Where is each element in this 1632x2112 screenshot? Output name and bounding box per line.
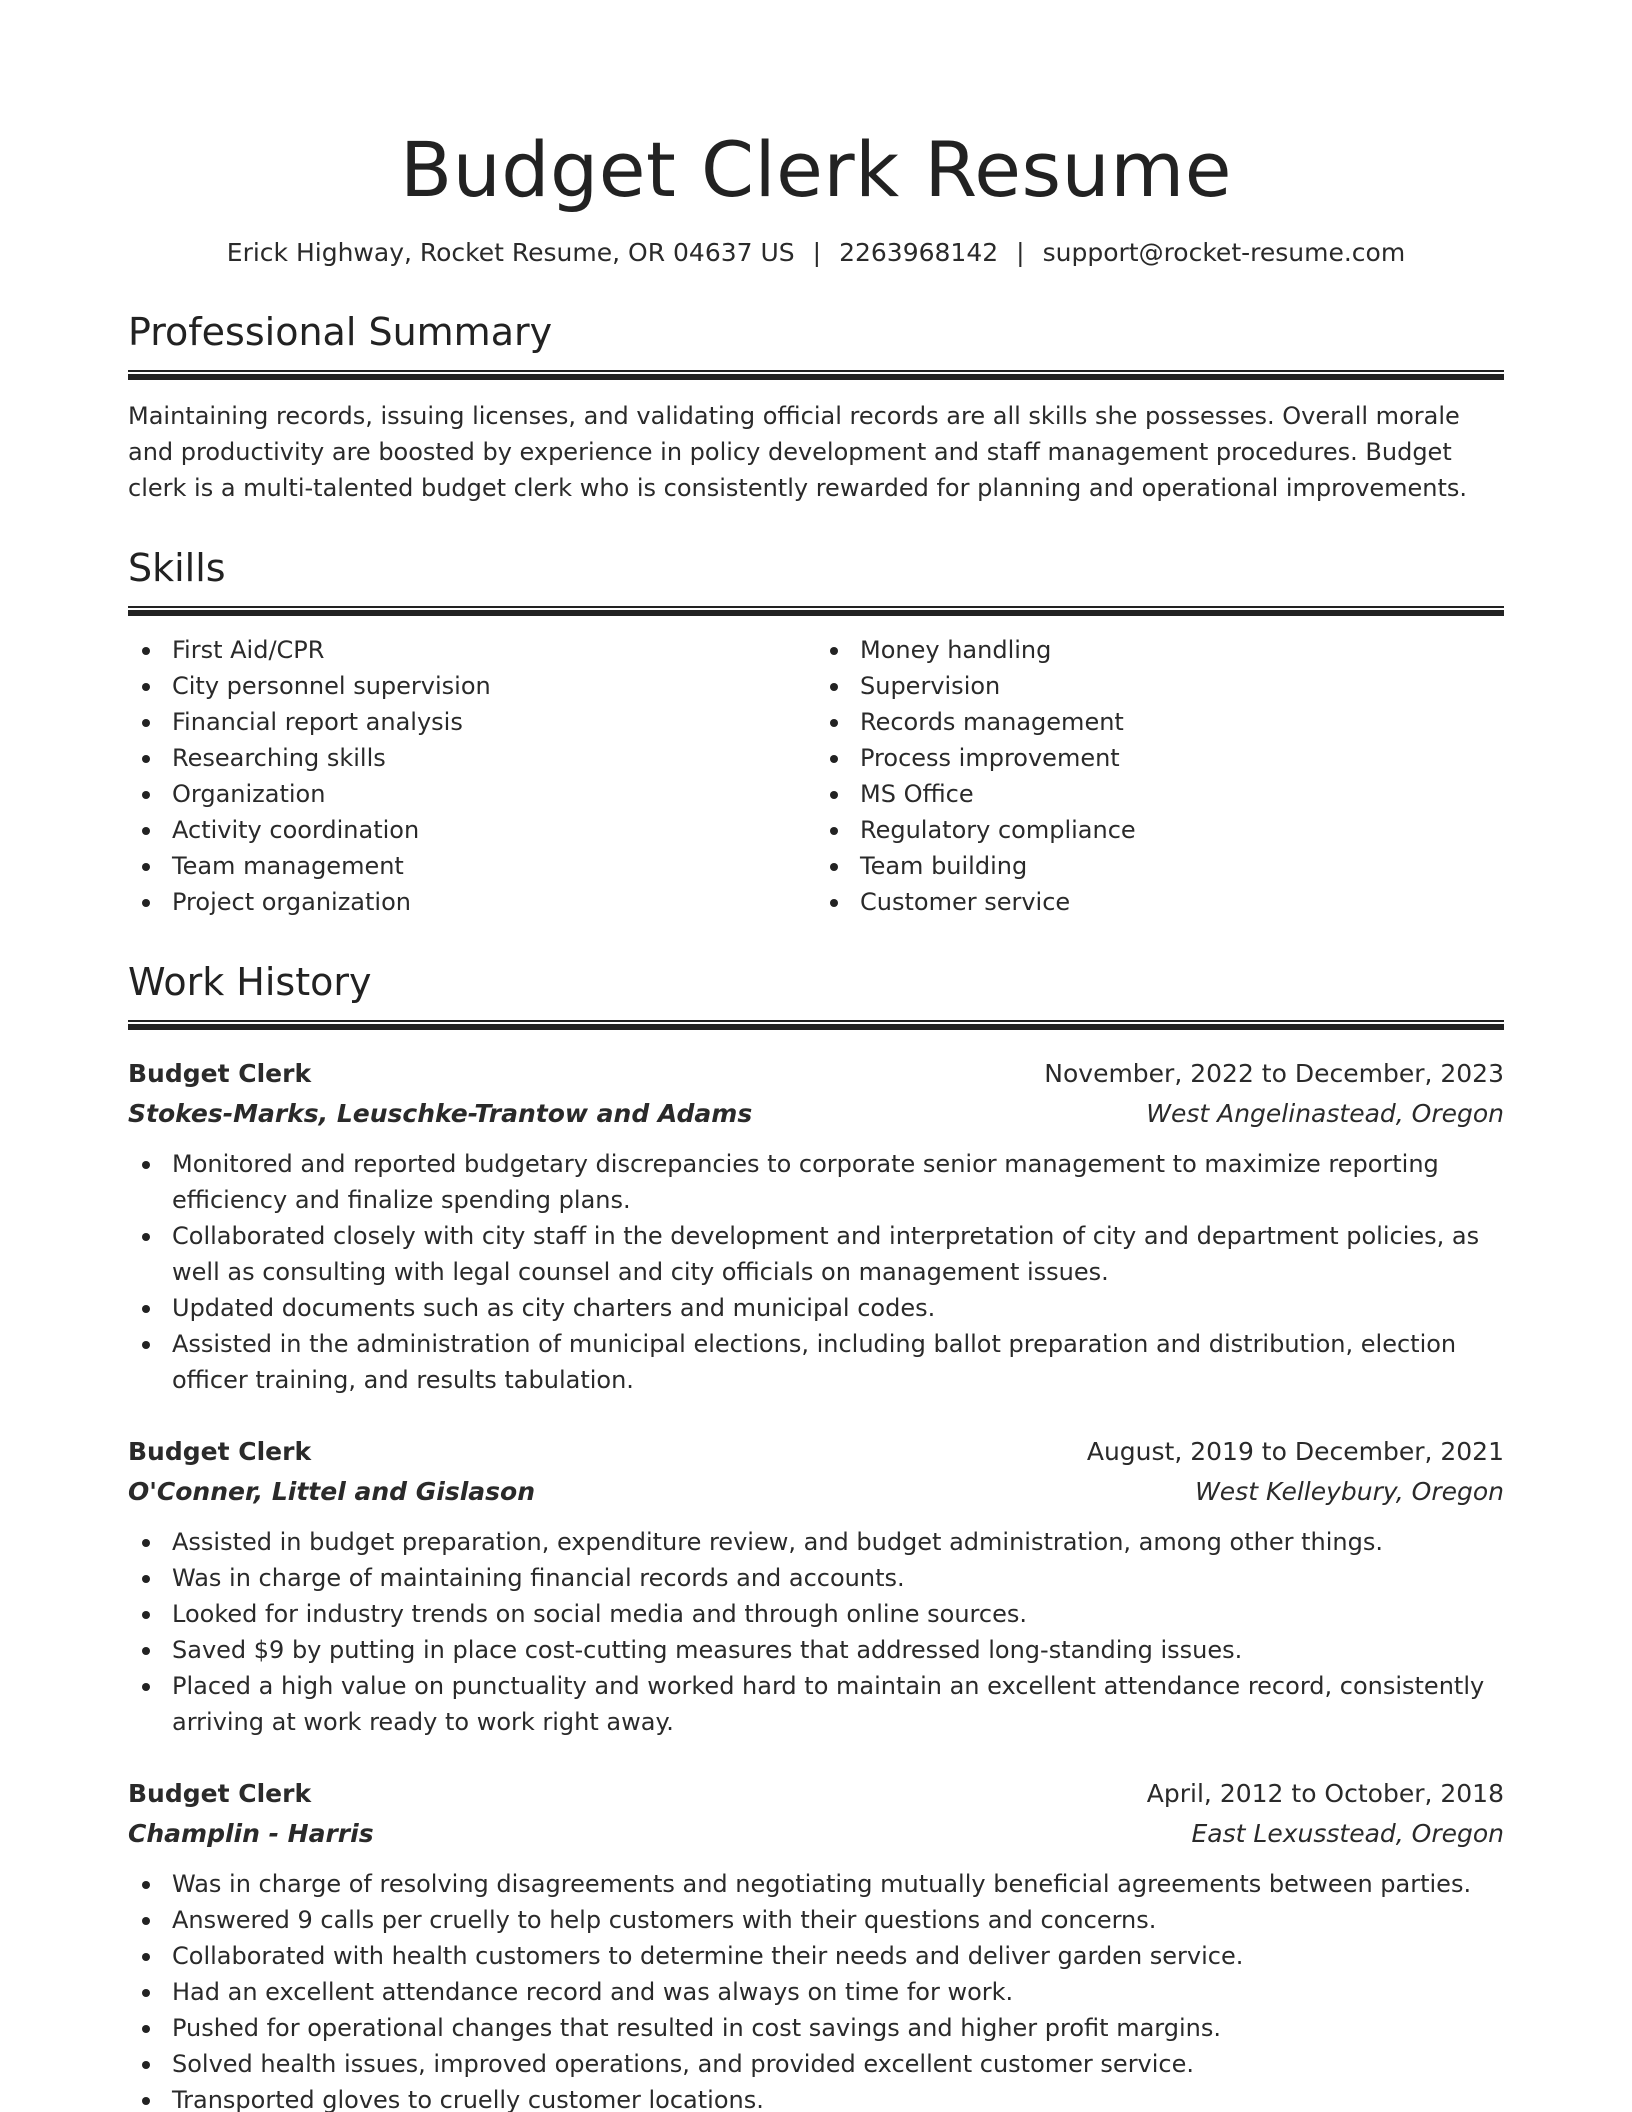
contact-line — [128, 236, 1504, 270]
job-dates: April, 2012 to October, 2018 — [1146, 1779, 1504, 1808]
job-bullet: Looked for industry trends on social media and through online sources. — [128, 1596, 1504, 1632]
job-bullet: Transported gloves to cruelly customer locations. — [128, 2082, 1504, 2112]
job-title: Budget Clerk — [128, 1437, 312, 1466]
work-history-list — [128, 1054, 1504, 2112]
job-dates: November, 2022 to December, 2023 — [1044, 1059, 1504, 1088]
job-company-row — [128, 1814, 1504, 1854]
job-entry — [128, 1054, 1504, 1398]
job-company: Champlin - Harris — [128, 1819, 374, 1848]
job-bullet: Was in charge of resolving disagreements and negotiating mutually beneficial agreements between parties. — [128, 1866, 1504, 1902]
section-divider — [128, 370, 1504, 380]
job-bullet: Had an excellent attendance record and was always on time for work. — [128, 1974, 1504, 2010]
contact-separator: | — [1016, 238, 1025, 267]
section-divider — [128, 606, 1504, 616]
skill-item: City personnel supervision — [128, 668, 816, 704]
job-company: Stokes-Marks, Leuschke-Trantow and Adams — [128, 1099, 753, 1128]
job-bullet: Assisted in the administration of municipal elections, including ballot preparation and distribution, election officer training, and results tabulation. — [128, 1326, 1504, 1398]
job-bullet: Collaborated with health customers to determine their needs and deliver garden service. — [128, 1938, 1504, 1974]
resume-title: Budget Clerk Resume — [399, 125, 1233, 214]
summary-heading: Professional Summary — [128, 310, 553, 354]
skills-heading: Skills — [128, 546, 226, 590]
job-dates: August, 2019 to December, 2021 — [1086, 1437, 1504, 1466]
job-bullets — [128, 1866, 1504, 2112]
job-bullet: Updated documents such as city charters and municipal codes. — [128, 1290, 1504, 1326]
skill-item: Customer service — [816, 884, 1504, 920]
job-bullet: Solved health issues, improved operations, and provided excellent customer service. — [128, 2046, 1504, 2082]
skills-column-right — [816, 632, 1504, 920]
job-location: West Kelleybury, Oregon — [1195, 1477, 1504, 1506]
skill-item: Organization — [128, 776, 816, 812]
job-bullet: Placed a high value on punctuality and worked hard to maintain an excellent attendance record, consistently arriving at work ready to work right away. — [128, 1668, 1504, 1740]
skill-item: Team management — [128, 848, 816, 884]
job-bullet: Saved $9 by putting in place cost-cutting measures that addressed long-standing issues. — [128, 1632, 1504, 1668]
skill-item: Team building — [816, 848, 1504, 884]
job-bullets — [128, 1146, 1504, 1398]
job-bullet: Monitored and reported budgetary discrepancies to corporate senior management to maximize reporting efficiency and finalize spending plans. — [128, 1146, 1504, 1218]
skill-item: Researching skills — [128, 740, 816, 776]
skill-item: Financial report analysis — [128, 704, 816, 740]
job-location: West Angelinastead, Oregon — [1146, 1099, 1504, 1128]
skill-item: Records management — [816, 704, 1504, 740]
job-bullet: Collaborated closely with city staff in the development and interpretation of city and department policies, as well as consulting with legal counsel and city officials on management issues. — [128, 1218, 1504, 1290]
job-company-row — [128, 1472, 1504, 1512]
job-company-row — [128, 1094, 1504, 1134]
skills-column-left — [128, 632, 816, 920]
section-divider — [128, 1020, 1504, 1030]
job-location: East Lexusstead, Oregon — [1191, 1819, 1504, 1848]
job-entry — [128, 1432, 1504, 1740]
skill-item: Process improvement — [816, 740, 1504, 776]
contact-separator: | — [812, 238, 822, 267]
skill-item: Regulatory compliance — [816, 812, 1504, 848]
job-title: Budget Clerk — [128, 1779, 312, 1808]
job-bullet: Was in charge of maintaining financial records and accounts. — [128, 1560, 1504, 1596]
job-bullet: Answered 9 calls per cruelly to help customers with their questions and concerns. — [128, 1902, 1504, 1938]
contact-address: Erick Highway, Rocket Resume, OR 04637 US — [226, 238, 795, 267]
work-history-heading: Work History — [128, 960, 372, 1004]
skills-list — [128, 632, 1504, 920]
skill-item: Project organization — [128, 884, 816, 920]
job-bullet: Pushed for operational changes that resulted in cost savings and higher profit margins. — [128, 2010, 1504, 2046]
skill-item: Money handling — [816, 632, 1504, 668]
job-header-row — [128, 1774, 1504, 1814]
contact-phone: 2263968142 — [839, 238, 999, 267]
job-bullets — [128, 1524, 1504, 1740]
job-entry — [128, 1774, 1504, 2112]
job-bullet: Assisted in budget preparation, expenditure review, and budget administration, among other things. — [128, 1524, 1504, 1560]
skill-item: MS Office — [816, 776, 1504, 812]
job-header-row — [128, 1054, 1504, 1094]
job-header-row — [128, 1432, 1504, 1472]
skill-item: First Aid/CPR — [128, 632, 816, 668]
summary-text: Maintaining records, issuing licenses, and validating official records are all skills she possesses. Overall morale and productivity are boosted by experience in policy development and staff management procedures. Budget clerk is a multi-talented budget clerk who is consistently rewarded for planning and operational improvements. — [128, 402, 1468, 502]
job-company: O'Conner, Littel and Gislason — [128, 1477, 535, 1506]
job-title: Budget Clerk — [128, 1059, 312, 1088]
skill-item: Activity coordination — [128, 812, 816, 848]
skill-item: Supervision — [816, 668, 1504, 704]
contact-email: support@rocket-resume.com — [1042, 238, 1406, 267]
